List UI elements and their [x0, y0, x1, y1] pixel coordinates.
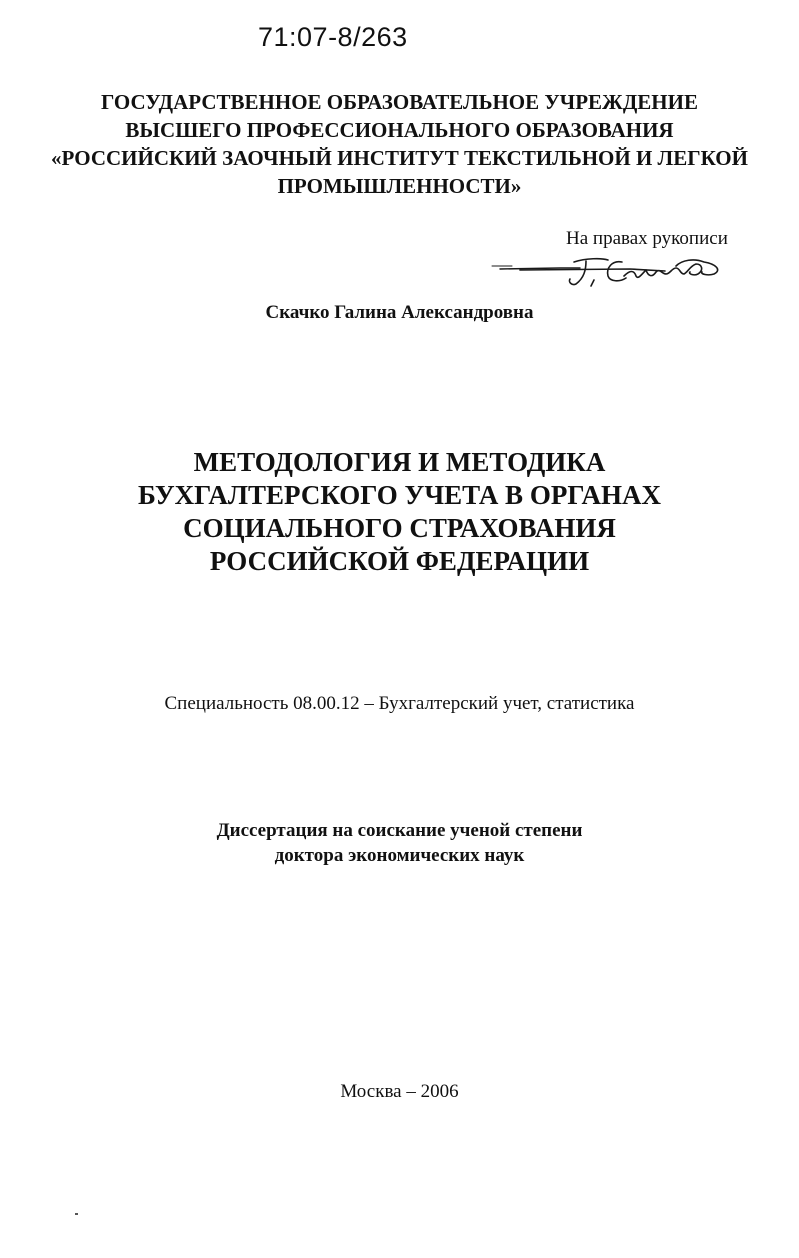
handwritten-signature-icon — [490, 252, 730, 292]
institution-line: «РОССИЙСКИЙ ЗАОЧНЫЙ ИНСТИТУТ ТЕКСТИЛЬНОЙ И ЛЕГКОЙ — [51, 146, 748, 170]
scan-speck — [75, 1213, 78, 1215]
catalog-number: 71:07-8/263 — [258, 22, 408, 52]
dissertation-title — [0, 446, 799, 578]
author-name: Скачко Галина Александровна — [265, 302, 534, 323]
title-line: БУХГАЛТЕРСКОГО УЧЕТА В ОРГАНАХ — [137, 480, 662, 510]
degree-line: доктора экономических наук — [274, 845, 525, 866]
institution-line: ГОСУДАРСТВЕННОЕ ОБРАЗОВАТЕЛЬНОЕ УЧРЕЖДЕНИЕ — [101, 90, 698, 114]
specialty: Специальность 08.00.12 – Бухгалтерский учет, статистика — [164, 693, 635, 714]
institution-line: ПРОМЫШЛЕННОСТИ» — [277, 174, 522, 198]
degree-statement — [0, 818, 799, 868]
institution-name — [0, 88, 799, 200]
degree-line: Диссертация на соискание ученой степени — [216, 820, 583, 841]
title-line: СОЦИАЛЬНОГО СТРАХОВАНИЯ — [183, 513, 616, 543]
institution-line: ВЫСШЕГО ПРОФЕССИОНАЛЬНОГО ОБРАЗОВАНИЯ — [125, 118, 674, 142]
title-line: РОССИЙСКОЙ ФЕДЕРАЦИИ — [209, 546, 590, 576]
city-year: Москва – 2006 — [340, 1081, 459, 1102]
title-line: МЕТОДОЛОГИЯ И МЕТОДИКА — [193, 447, 606, 477]
manuscript-note: На правах рукописи — [566, 228, 728, 249]
